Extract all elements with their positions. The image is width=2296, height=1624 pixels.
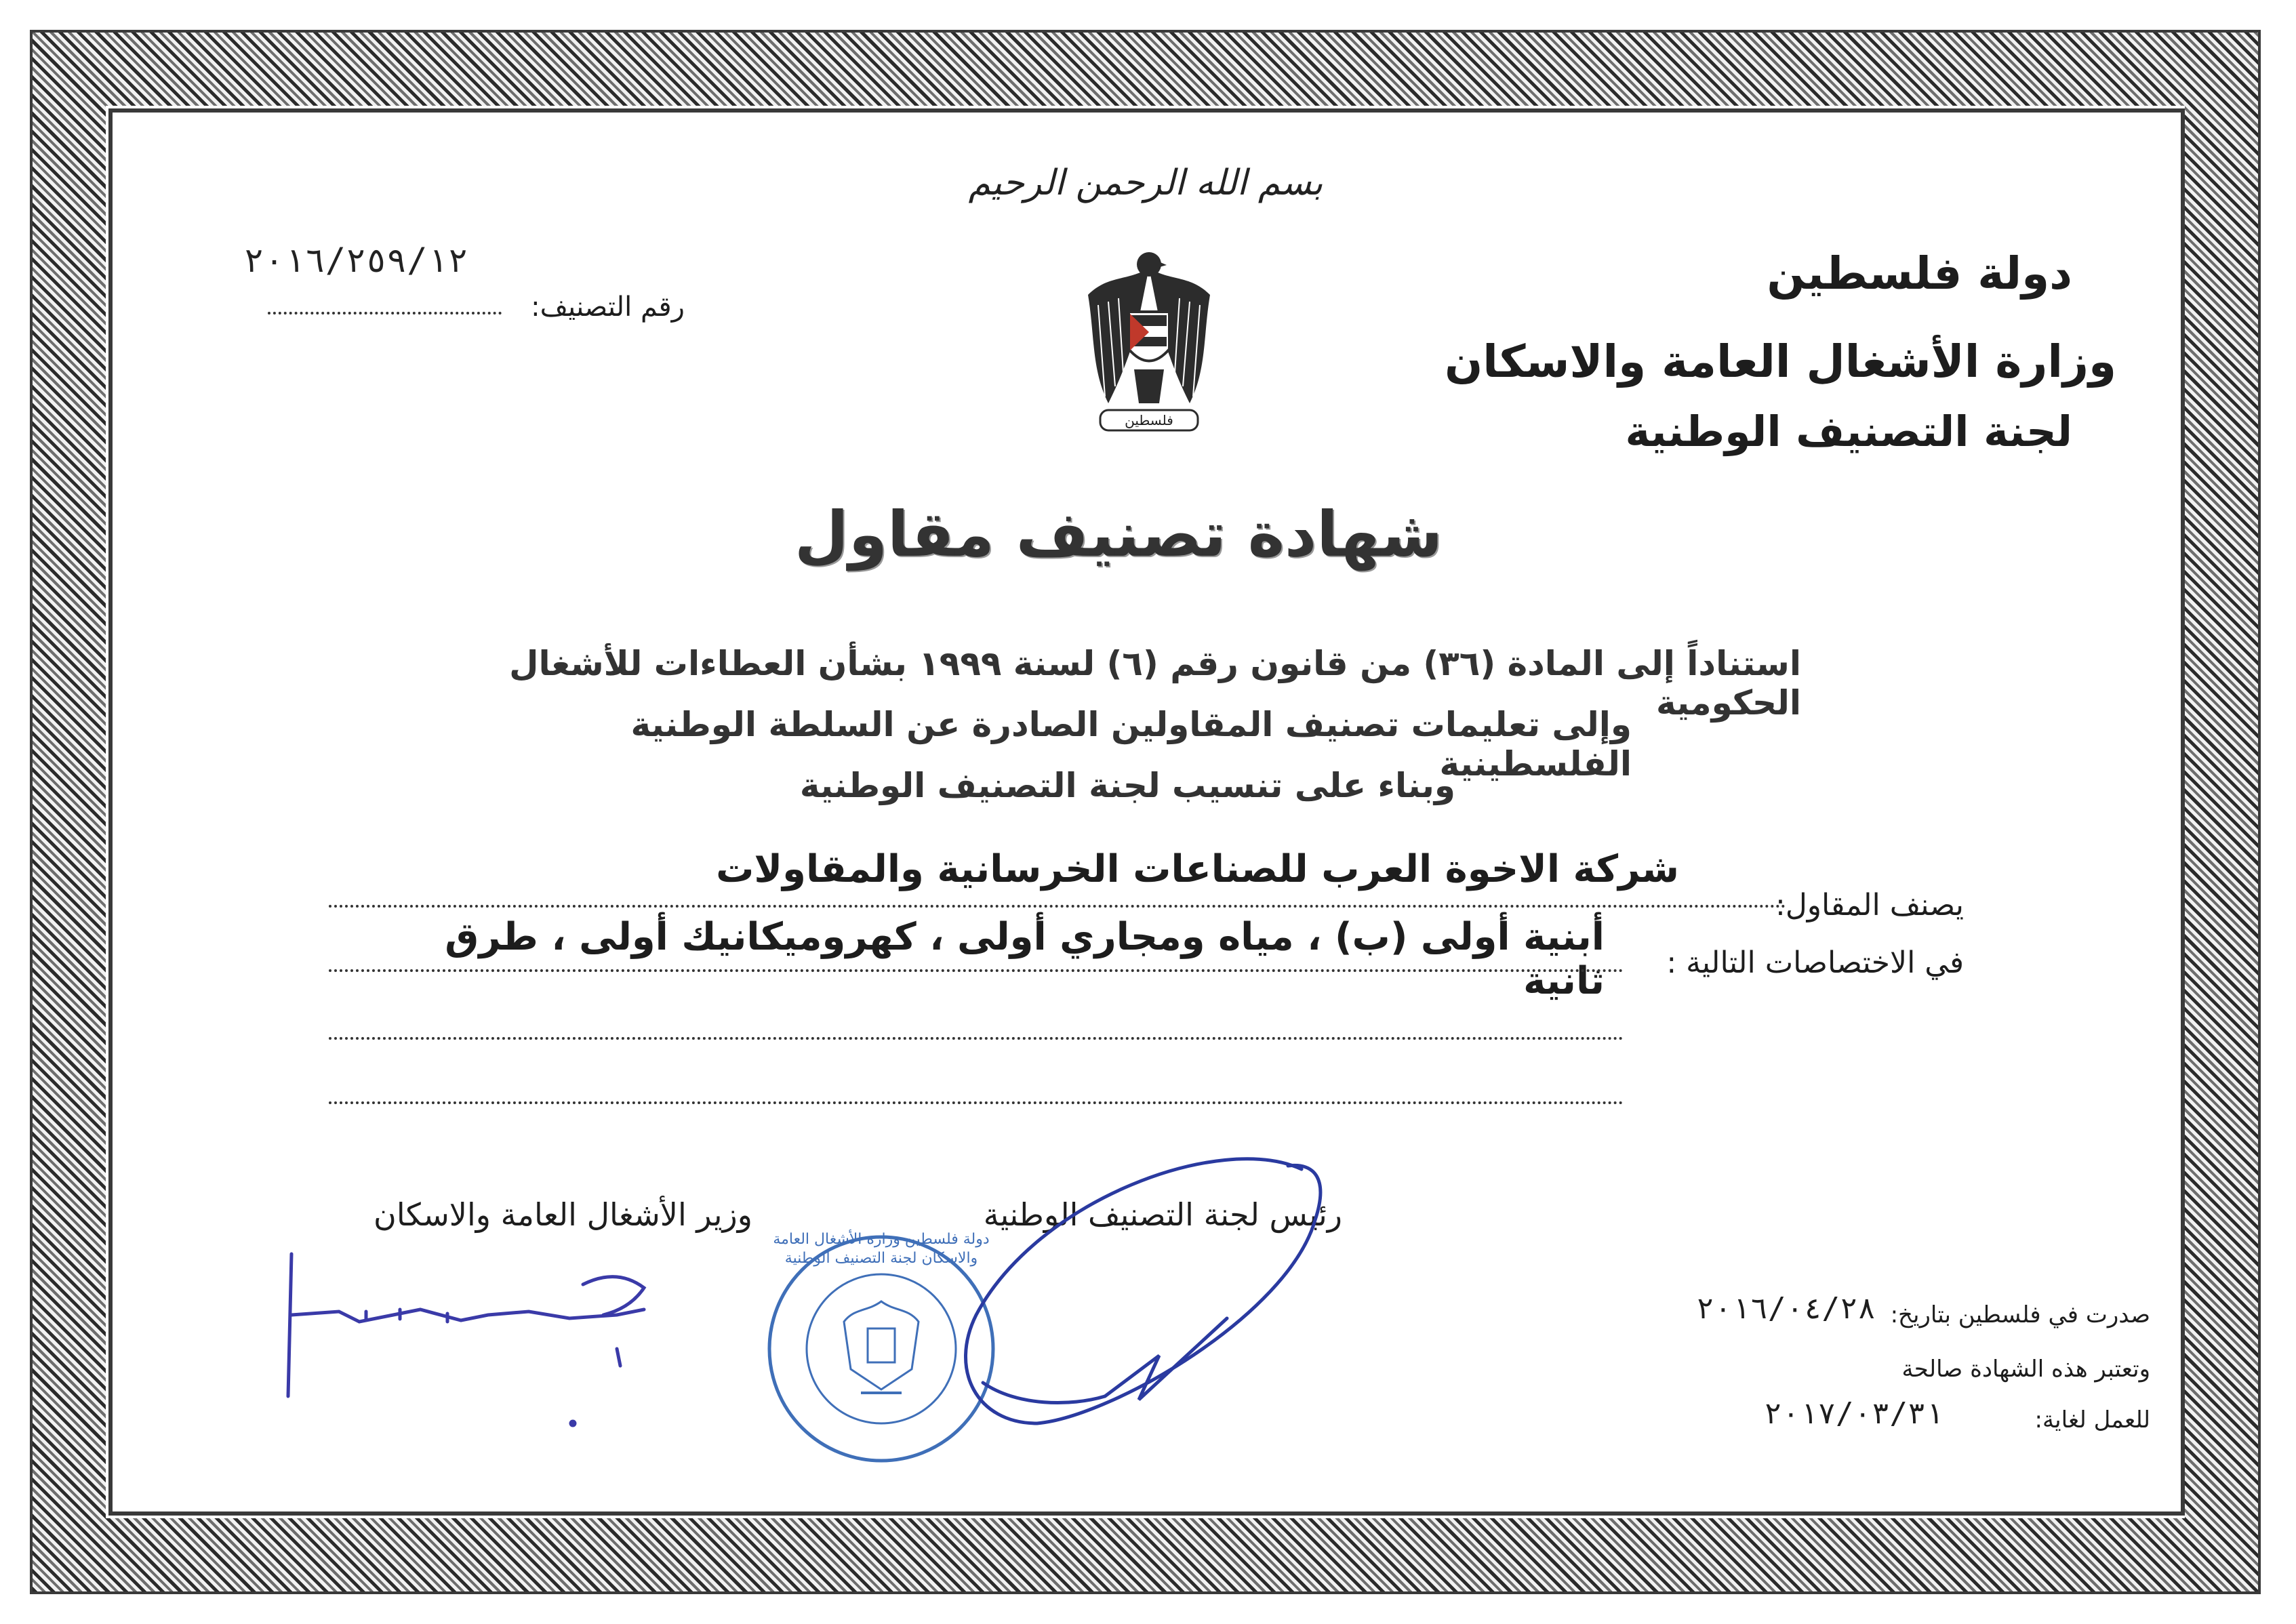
emblem-caption: فلسطين xyxy=(1125,412,1173,428)
contractor-dotted-line xyxy=(329,905,1786,908)
preamble-line-1: استناداً إلى المادة (٣٦) من قانون رقم (٦) لسنة ١٩٩٩ بشأن العطاءات للأشغال الحكومية xyxy=(509,644,1801,723)
preamble-line-3: وبناء على تنسيب لجنة التصنيف الوطنية xyxy=(799,766,1455,805)
preamble-line-2: وإلى تعليمات تصنيف المقاولين الصادرة عن السلطة الوطنية الفلسطينية xyxy=(630,705,1632,784)
validity-statement: وتعتبر هذه الشهادة صالحة xyxy=(1901,1356,2150,1383)
specializations-value: أبنية أولى (ب) ، مياه ومجاري أولى ، كهروميكانيك أولى ، طرق ثانية xyxy=(445,915,1605,1003)
committee-name: لجنة التصنيف الوطنية xyxy=(1625,407,2072,456)
specializations-label: في الاختصاصات التالية : xyxy=(1666,946,1964,980)
ministry-name: وزارة الأشغال العامة والاسكان xyxy=(1444,336,2116,388)
minister-title: وزير الأشغال العامة والاسكان xyxy=(374,1196,752,1233)
issued-date: ٢٠١٦/٠٤/٢٨ xyxy=(1696,1291,1876,1326)
issued-date-label: صدرت في فلسطين بتاريخ: xyxy=(1890,1301,2150,1328)
palestine-eagle-emblem-icon xyxy=(1081,241,1217,437)
valid-until-label: للعمل لغاية: xyxy=(2034,1406,2150,1434)
classification-number-label: رقم التصنيف: xyxy=(531,291,685,323)
committee-chair-title: رئيس لجنة التصنيف الوطنية xyxy=(983,1196,1342,1233)
valid-until-date: ٢٠١٧/٠٣/٣١ xyxy=(1764,1396,1943,1431)
contractor-name: شركة الاخوة العرب للصناعات الخرسانية والمقاولات xyxy=(716,847,1679,891)
empty-dotted-line-1 xyxy=(329,1037,1624,1040)
state-name: دولة فلسطين xyxy=(1767,247,2072,300)
committee-chair-signature xyxy=(935,1139,1424,1457)
specializations-dotted-line xyxy=(329,969,1624,972)
classification-number: ٢٠١٦/٢٥٩/١٢ xyxy=(243,241,468,280)
certificate-title: شهادة تصنيف مقاول xyxy=(794,498,1443,571)
classification-number-dotted-line xyxy=(268,312,502,314)
contractor-label: يصنف المقاول: xyxy=(1775,888,1964,922)
empty-dotted-line-2 xyxy=(329,1101,1624,1104)
stamp-text: دولة فلسطين وزارة الأشغال العامة والاسكان لجنة التصنيف الوطنية xyxy=(773,1231,990,1267)
basmala: بسم الله الرحمن الرحيم xyxy=(968,163,1323,203)
minister-signature xyxy=(264,1247,685,1444)
